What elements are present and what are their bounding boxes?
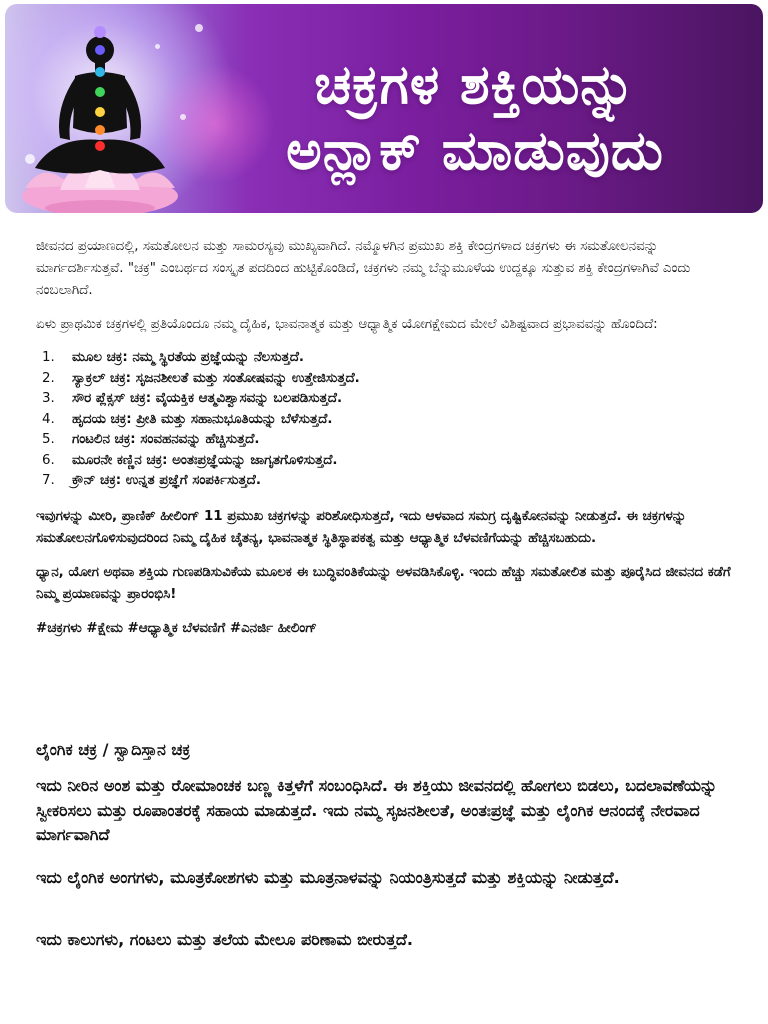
meditation-figure-illustration <box>15 18 185 213</box>
list-item-number: 6. <box>42 452 55 468</box>
chakra-list <box>36 348 736 492</box>
intro-paragraph-1: ಜೀವನದ ಪ್ರಯಾಣದಲ್ಲಿ, ಸಮತೋಲನ ಮತ್ತು ಸಾಮರಸ್ಯವು ಮುಖ್ಯವಾಗಿದೆ. ನಮ್ಮೊಳಗಿನ ಪ್ರಮುಖ ಶಕ್ತಿ ಕೇಂದ್ರಗಳಾದ ಚಕ್ರಗಳು ಈ ಸಮತೋಲನವನ್ನು ಮಾರ್ಗದರ್ಶಿಸುತ್ತವೆ. "ಚಕ್ರ" ಎಂಬರ್ಥದ ಸಂಸ್ಕೃತ ಪದದಿಂದ ಹುಟ್ಟಿಕೊಂಡಿದೆ, ಚಕ್ರಗಳು ನಮ್ಮ ಬೆನ್ನುಮೂಳೆಯ ಉದ್ದಕ್ಕೂ ಸುತ್ತುವ ಶಕ್ತಿ ಕೇಂದ್ರಗಳಾಗಿವೆ ಎಂದು ನಂಬಲಾಗಿದೆ. <box>36 239 691 298</box>
hashtags: #ಚಕ್ರಗಳು #ಕ್ಷೇಮ #ಆಧ್ಯಾತ್ಮಿಕ ಬೆಳವಣಿಗೆ #ಎನರ್ಜಿ ಹೀಲಿಂಗ್ <box>36 620 317 636</box>
list-item-number: 2. <box>42 370 55 386</box>
sparkle <box>195 24 203 32</box>
section-paragraph-1: ಇದು ನೀರಿನ ಅಂಶ ಮತ್ತು ರೋಮಾಂಚಕ ಬಣ್ಣ ಕಿತ್ತಳೆಗೆ ಸಂಬಂಧಿಸಿದೆ. ಈ ಶಕ್ತಿಯು ಜೀವನದಲ್ಲಿ ಹೋಗಲು ಬಿಡಲು, ಬದಲಾವಣೆಯನ್ನು ಸ್ವೀಕರಿಸಲು ಮತ್ತು ರೂಪಾಂತರಕ್ಕೆ ಸಹಾಯ ಮಾಡುತ್ತದೆ. ಇದು ನಮ್ಮ ಸೃಜನಶೀಲತೆ, ಅಂತಃಪ್ರಜ್ಞೆ ಮತ್ತು ಲೈಂಗಿಕ ಆನಂದಕ್ಕೆ ನೇರವಾದ ಮಾರ್ಗವಾಗಿದೆ <box>36 776 718 844</box>
list-item-text: ಗಂಟಲಿನ ಚಕ್ರ: ಸಂವಹನವನ್ನು ಹೆಚ್ಚಿಸುತ್ತದೆ. <box>72 432 260 447</box>
list-item-text: ಮೂರನೇ ಕಣ್ಣಿನ ಚಕ್ರ: ಅಂತಃಪ್ರಜ್ಞೆಯನ್ನು ಜಾಗೃತಗೊಳಿಸುತ್ತದೆ. <box>72 452 338 468</box>
chakra-point-2 <box>95 45 105 55</box>
article-content <box>36 236 736 640</box>
list-item <box>36 430 736 451</box>
chakra-point-6 <box>95 125 105 135</box>
intro-paragraph-2: ಏಳು ಪ್ರಾಥಮಿಕ ಚಕ್ರಗಳಲ್ಲಿ ಪ್ರತಿಯೊಂದೂ ನಮ್ಮ ದೈಹಿಕ, ಭಾವನಾತ್ಮಕ ಮತ್ತು ಆಧ್ಯಾತ್ಮಿಕ ಯೋಗಕ್ಷೇಮದ ಮೇಲೆ ವಿಶಿಷ್ಟವಾದ ಪ್ರಭಾವವನ್ನು ಹೊಂದಿದೆ: <box>36 317 658 332</box>
list-item <box>36 348 736 369</box>
header-banner <box>5 4 763 213</box>
chakra-point-5 <box>95 107 105 117</box>
list-item-number: 1. <box>42 350 55 365</box>
page-title <box>195 52 755 184</box>
list-item <box>36 389 736 410</box>
list-item-text: ಮೂಲ ಚಕ್ರ: ನಮ್ಮ ಸ್ಥಿರತೆಯ ಪ್ರಜ್ಞೆಯನ್ನು ನೆಲಸುತ್ತದೆ. <box>72 350 304 365</box>
list-item-text: ಸ್ಯಾಕ್ರಲ್ ಚಕ್ರ: ಸೃಜನಶೀಲತೆ ಮತ್ತು ಸಂತೋಷವನ್ನು ಉತ್ತೇಜಿಸುತ್ತದೆ. <box>72 370 360 386</box>
list-item-text: ಹೃದಯ ಚಕ್ರ: ಪ್ರೀತಿ ಮತ್ತು ಸಹಾನುಭೂತಿಯನ್ನು ಬೆಳೆಸುತ್ತದೆ. <box>72 411 333 427</box>
list-item-number: 5. <box>42 432 55 447</box>
list-item-number: 3. <box>42 391 55 406</box>
chakra-point-3 <box>95 67 105 77</box>
section-title: ಲೈಂಗಿಕ ಚಕ್ರ / ಸ್ವಾದಿಸ್ತಾನ ಚಕ್ರ <box>36 740 191 759</box>
list-item-text: ಕ್ರೌನ್ ಚಕ್ರ: ಉನ್ನತ ಪ್ರಜ್ಞೆಗೆ ಸಂಪರ್ಕಿಸುತ್ತದೆ. <box>72 473 261 488</box>
meditating-person-silhouette <box>35 36 165 174</box>
list-item <box>36 369 736 390</box>
section-paragraph-2: ಇದು ಲೈಂಗಿಕ ಅಂಗಗಳು, ಮೂತ್ರಕೋಶಗಳು ಮತ್ತು ಮೂತ್ರನಾಳವನ್ನು ನಿಯಂತ್ರಿಸುತ್ತದೆ ಮತ್ತು ಶಕ್ತಿಯನ್ನು ನೀಡುತ್ತದೆ. <box>36 868 620 887</box>
chakra-point-7 <box>95 141 105 151</box>
list-item-text: ಸೌರ ಪ್ಲೆಕ್ಸಸ್ ಚಕ್ರ: ವೈಯಕ್ತಿಕ ಆತ್ಮವಿಶ್ವಾಸವನ್ನು ಬಲಪಡಿಸುತ್ತದೆ. <box>72 391 343 406</box>
list-item-number: 4. <box>42 411 55 427</box>
chakra-point-1 <box>94 26 106 38</box>
pranic-healing-paragraph: ಇವುಗಳನ್ನು ಮೀರಿ, ಪ್ರಾಣಿಕ್ ಹೀಲಿಂಗ್ 11 ಪ್ರಮುಖ ಚಕ್ರಗಳನ್ನು ಪರಿಶೋಧಿಸುತ್ತದೆ, ಇದು ಆಳವಾದ ಸಮಗ್ರ ದೃಷ್ಟಿಕೋನವನ್ನು ನೀಡುತ್ತದೆ. ಈ ಚಕ್ರಗಳನ್ನು ಸಮತೋಲನಗೊಳಿಸುವುದರಿಂದ ನಿಮ್ಮ ದೈಹಿಕ ಚೈತನ್ಯ, ಭಾವನಾತ್ಮಕ ಸ್ಥಿತಿಸ್ಥಾಪಕತ್ವ ಮತ್ತು ಆಧ್ಯಾತ್ಮಿಕ ಬೆಳವಣಿಗೆಯನ್ನು ಹೆಚ್ಚಿಸಬಹುದು. <box>36 508 687 546</box>
list-item <box>36 451 736 472</box>
list-item <box>36 410 736 431</box>
section-paragraph-3: ಇದು ಕಾಲುಗಳು, ಗಂಟಲು ಮತ್ತು ತಲೆಯ ಮೇಲೂ ಪರಿಣಾಮ ಬೀರುತ್ತದೆ. <box>36 930 413 949</box>
lotus-icon <box>22 163 178 213</box>
list-item-number: 7. <box>42 473 55 488</box>
list-item <box>36 471 736 492</box>
call-to-action-paragraph: ಧ್ಯಾನ, ಯೋಗ ಅಥವಾ ಶಕ್ತಿಯ ಗುಣಪಡಿಸುವಿಕೆಯ ಮೂಲಕ ಈ ಬುದ್ಧಿವಂತಿಕೆಯನ್ನು ಅಳವಡಿಸಿಕೊಳ್ಳಿ. ಇಂದು ಹೆಚ್ಚು ಸಮತೋಲಿತ ಮತ್ತು ಪೂರೈಸಿದ ಜೀವನದ ಕಡೆಗೆ ನಿಮ್ಮ ಪ್ರಯಾಣವನ್ನು ಪ್ರಾರಂಭಿಸಿ! <box>36 564 731 602</box>
title-line-1: ಚಕ್ರಗಳ ಶಕ್ತಿಯನ್ನು <box>314 53 636 116</box>
title-line-2: ಅನ್ಲಾಕ್ ಮಾಡುವುದು <box>286 119 664 182</box>
chakra-point-4 <box>95 87 105 97</box>
